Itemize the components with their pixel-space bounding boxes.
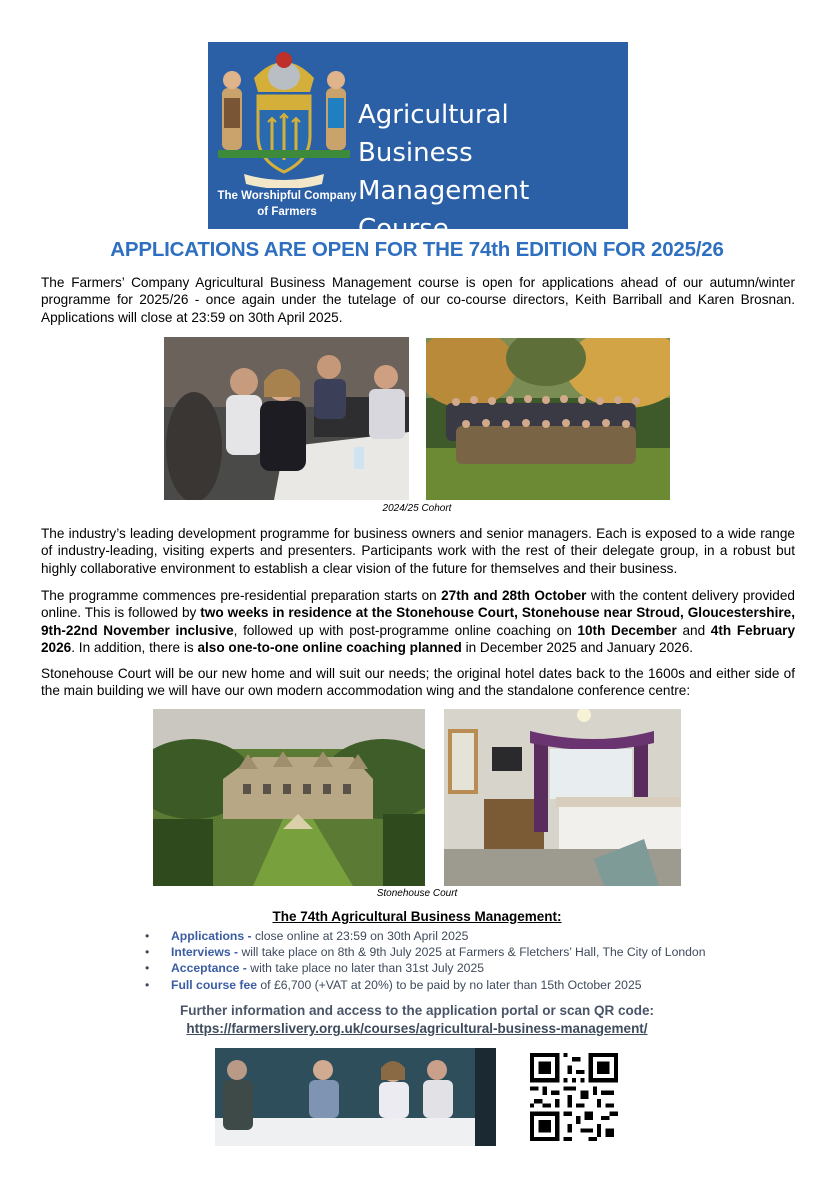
list-item: • Full course fee of £6,700 (+VAT at 20%) to be paid by no later than 15th October 2025 — [145, 977, 642, 992]
stonehouse-aerial-photo — [153, 709, 425, 886]
industry-paragraph: The industry’s leading development programme for business owners and senior managers. Each is exposed to a wide range of industry-leading, visiting experts and presenters. Participants work with the rest of their delegate group, in a robust but highly collaborative environment to establish a clear vision of the future for themselves and their business. — [41, 526, 795, 576]
list-item: • Acceptance - with take place no later than 31st July 2025 — [145, 961, 485, 976]
course-details-list — [145, 928, 705, 993]
organisation-name: The Worshipful Company of Farmers — [217, 190, 357, 218]
further-info-text: Further information and access to the application portal or scan QR code: — [179, 1003, 655, 1018]
stonehouse-paragraph: Stonehouse Court will be our new home and will suit our needs; the original hotel dates back to the 1600s and either side of the main building we will have our own modern accommodation wing and the standalone conference centre: — [41, 666, 795, 699]
classroom-photo — [164, 337, 409, 500]
course-banner — [208, 42, 628, 244]
banner-title: Agricultural Business Management Course — [358, 100, 530, 244]
interview-panel-photo — [215, 1048, 496, 1146]
stonehouse-caption: Stonehouse Court — [376, 888, 458, 899]
application-portal-link[interactable]: https://farmerslivery.org.uk/courses/agricultural-business-management/ — [186, 1021, 648, 1036]
qr-code[interactable] — [530, 1053, 618, 1141]
list-item: • Applications - close online at 23:59 on 30th April 2025 — [145, 929, 469, 943]
list-item: • Interviews - will take place on 8th & 9th July 2025 at Farmers & Fletchers’ Hall, The City of London — [145, 945, 706, 960]
headline: APPLICATIONS ARE OPEN FOR THE 74th EDITION FOR 2025/26 — [110, 238, 724, 261]
programme-paragraph: The programme commences pre-residential preparation starts on 27th and 28th October with the content delivery provided online. This is followed by two weeks in residence at the Stonehouse Court, Stonehouse near Stroud, Gloucestershire, 9th-22nd November inclusive, followed up with post-programme online coaching on 10th December and 4th February 2026. In addition, there is also one-to-one online coaching planned in December 2025 and January 2026. — [41, 588, 796, 655]
cohort-caption: 2024/25 Cohort — [382, 503, 452, 514]
intro-paragraph: The Farmers’ Company Agricultural Business Management course is open for applications ahead of our autumn/winter programme for 2025/26 - once again under the tutelage of our co-course directors, Keith Barriball and Karen Brosnan. Applications will close at 23:59 on 30th April 2025. — [41, 275, 795, 325]
cohort-group-photo — [426, 338, 670, 500]
company-crest-logo — [214, 48, 354, 188]
hotel-bedroom-photo — [444, 709, 681, 886]
course-details-title: The 74th Agricultural Business Management: — [272, 909, 562, 924]
